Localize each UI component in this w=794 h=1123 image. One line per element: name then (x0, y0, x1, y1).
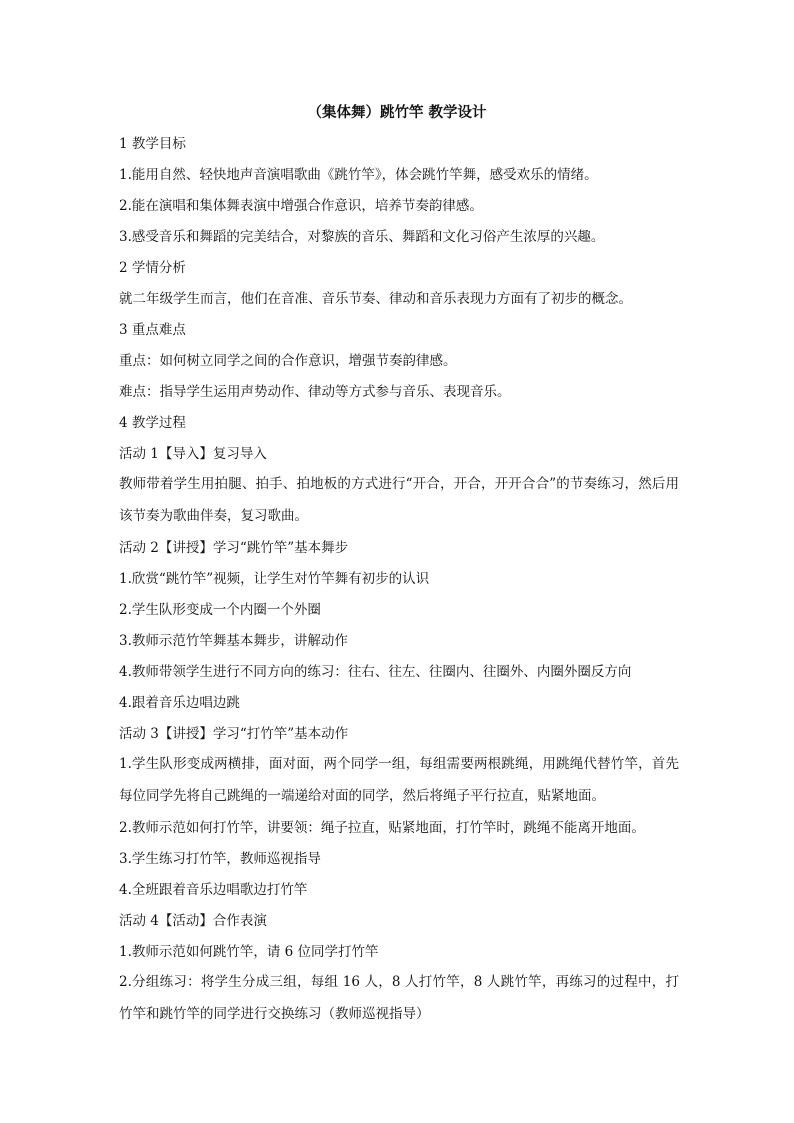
activity-1-title: 活动 1【导入】复习导入 (119, 446, 267, 462)
objective-item-3: 3.感受音乐和舞蹈的完美结合，对黎族的音乐、舞蹈和文化习俗产生浓厚的兴趣。 (119, 229, 605, 245)
activity-2-item-5: 4.跟着音乐边唱边跳 (119, 695, 240, 711)
activity-3-item-3: 3.学生练习打竹竿，教师巡视指导 (119, 851, 321, 867)
difficult-point-text: 难点：指导学生运用声势动作、律动等方式参与音乐、表现音乐。 (119, 384, 511, 400)
document-title: （集体舞）跳竹竿 教学设计 (307, 104, 487, 121)
objective-item-2: 2.能在演唱和集体舞表演中增强合作意识，培养节奏韵律感。 (119, 198, 483, 214)
activity-2-title: 活动 2【讲授】学习“跳竹竿”基本舞步 (119, 540, 349, 556)
activity-4-title: 活动 4【活动】合作表演 (119, 913, 267, 929)
section-heading-objectives: 1 教学目标 (119, 136, 186, 152)
section-heading-process: 4 教学过程 (119, 415, 186, 431)
activity-2-item-1: 1.欣赏“跳竹竿”视频，让学生对竹竿舞有初步的认识 (119, 571, 430, 587)
activity-3-item-1: 1.学生队形变成两横排，面对面，两个同学一组，每组需要两根跳绳，用跳绳代替竹竿，首先每位同学先将自己跳绳的一端递给对面的同学，然后将绳子平行拉直，贴紧地面。 (119, 756, 679, 804)
activity-4-item-1: 1.教师示范如何跳竹竿，请 6 位同学打竹竿 (119, 944, 379, 960)
activity-1-text: 教师带着学生用拍腿、拍手、拍地板的方式进行“开合，开合，开开合合”的节奏练习，然后用该节奏为歌曲伴奏，复习歌曲。 (119, 476, 679, 524)
analysis-text: 就二年级学生而言，他们在音准、音乐节奏、律动和音乐表现力方面有了初步的概念。 (119, 291, 632, 307)
activity-2-item-4: 4.教师带领学生进行不同方向的练习：往右、往左、往圈内、往圈外、内圈外圈反方向 (119, 664, 632, 680)
activity-2-item-2: 2.学生队形变成一个内圈一个外圈 (119, 602, 321, 618)
activity-4-item-2: 2.分组练习：将学生分成三组，每组 16 人，8 人打竹竿，8 人跳竹竿，再练习的过程中，打竹竿和跳竹竿的同学进行交换练习（教师巡视指导） (119, 974, 679, 1022)
activity-3-title: 活动 3【讲授】学习“打竹竿”基本动作 (119, 726, 349, 742)
activity-3-item-4: 4.全班跟着音乐边唱歌边打竹竿 (119, 882, 308, 898)
activity-2-item-3: 3.教师示范竹竿舞基本舞步，讲解动作 (119, 633, 348, 649)
activity-3-item-2: 2.教师示范如何打竹竿，讲要领：绳子拉直，贴紧地面，打竹竿时，跳绳不能离开地面。 (119, 820, 645, 836)
objective-item-1: 1.能用自然、轻快地声音演唱歌曲《跳竹竿》，体会跳竹竿舞，感受欢乐的情绪。 (119, 167, 598, 183)
section-heading-analysis: 2 学情分析 (119, 260, 186, 276)
key-point-text: 重点：如何树立同学之间的合作意识，增强节奏韵律感。 (119, 353, 457, 369)
section-heading-key-points: 3 重点难点 (119, 322, 186, 338)
